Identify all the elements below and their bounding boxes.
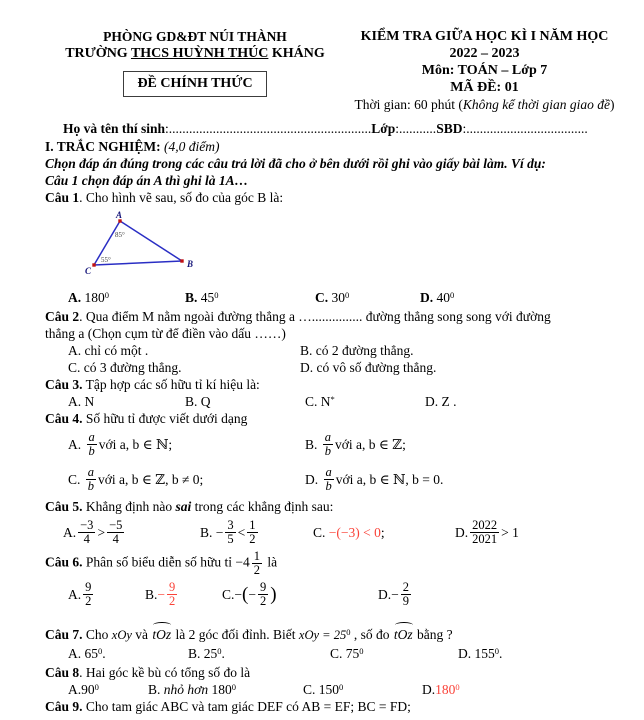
option-4c-suffix: với a, b ∈ ℤ, b ≠ 0; <box>98 472 204 488</box>
option-5a <box>63 515 200 550</box>
question-8-label: Câu 8 <box>45 665 80 681</box>
question-3-text: Tập hợp các số hữu tỉ kí hiệu là: <box>82 377 260 392</box>
question-1-options <box>45 289 624 306</box>
question-5-label: Câu 5. <box>45 498 83 514</box>
question-7-options <box>45 645 624 662</box>
option-1c <box>315 289 420 306</box>
fraction-numerator: 2 <box>402 580 409 594</box>
option-8a-sup: 0 <box>94 682 99 693</box>
fraction-numerator: a <box>324 430 332 444</box>
option-1d-letter: D. <box>420 290 434 305</box>
option-6c-letter: C. <box>222 587 235 603</box>
triangle-side-ab <box>120 221 182 261</box>
fraction-denominator: 2 <box>85 594 92 609</box>
option-4b-letter: B. <box>305 437 318 453</box>
option-1d-sup: 0 <box>450 290 455 300</box>
fraction-denominator: 5 <box>227 531 234 546</box>
question-4-label: Câu 4. <box>45 411 83 426</box>
angle-label-c: 55° <box>101 256 111 264</box>
option-8a <box>68 681 148 698</box>
option-4d <box>305 462 624 497</box>
question-5-text-pre: Khẳng định nào <box>82 498 176 514</box>
option-5d <box>455 515 624 550</box>
option-5b <box>200 515 313 550</box>
option-7b <box>188 645 330 662</box>
question-4-text: Số hữu tỉ được viết dưới dạng <box>82 411 248 426</box>
option-6d-minus: − <box>391 587 399 603</box>
question-7-t4: , số đo <box>350 627 393 643</box>
fraction-denominator: b <box>325 479 332 494</box>
exam-duration <box>345 96 624 113</box>
option-6a <box>68 577 145 612</box>
section-instruction-2: Câu 1 chọn đáp án A thì ghi là 1A… <box>45 173 249 188</box>
vertex-label-c: C <box>85 266 92 276</box>
question-2-label: Câu 2 <box>45 309 80 324</box>
option-7a <box>68 645 188 662</box>
option-2c: C. có 3 đường thẳng. <box>68 360 182 375</box>
question-2-text: . Qua điểm M nằm ngoài đường thẳng a …............... đường thẳng song song với đường <box>79 309 551 324</box>
fraction-denominator: 2 <box>259 594 267 609</box>
question-5 <box>45 498 624 515</box>
angle-toz-hat-1: tOz <box>151 624 172 645</box>
angle-label-a: 85° <box>115 231 125 239</box>
option-5c-suffix: ; <box>380 524 385 540</box>
option-4c-fraction <box>86 466 96 493</box>
fraction-numerator: −5 <box>109 517 123 532</box>
option-7c <box>330 645 458 662</box>
option-2d: D. có vô số đường thẳng. <box>300 360 437 375</box>
fraction-numerator: a <box>88 430 95 444</box>
class-blank: :........... <box>395 121 437 136</box>
option-7c-sup: 0 <box>359 646 364 657</box>
option-1c-sup: 0 <box>345 290 350 300</box>
option-5b-frac2 <box>247 519 257 546</box>
option-7a-suffix: . <box>102 646 106 662</box>
angle-xoy-equation-sup: 0 <box>346 627 351 638</box>
option-8b-sup: 0 <box>231 682 236 693</box>
option-2a: A. chỉ có một . <box>68 343 149 358</box>
option-7a-text: A. 65 <box>68 646 98 662</box>
fraction-denominator: 4 <box>107 532 124 546</box>
fraction-numerator: 9 <box>169 580 176 594</box>
fraction-denominator: 4 <box>78 532 95 546</box>
question-7-t2: và <box>131 627 152 643</box>
option-1a <box>68 289 185 306</box>
option-7a-sup: 0 <box>98 646 103 657</box>
question-6 <box>45 550 624 577</box>
option-5d-letter: D. <box>455 524 469 540</box>
option-8b-letter: B. <box>148 682 164 698</box>
option-3c-text: C. N <box>305 394 331 409</box>
exam-subject: Môn: TOÁN – Lớp 7 <box>421 63 548 78</box>
question-3 <box>45 376 624 393</box>
header-left-column <box>45 28 345 113</box>
option-6b-letter: B. <box>145 587 158 603</box>
option-4d-suffix: với a, b ∈ ℕ, b = 0. <box>335 472 444 488</box>
option-8c <box>303 681 422 698</box>
duration-note: Không kể thời gian giao đề <box>462 97 610 112</box>
option-3c-star: * <box>330 394 335 404</box>
fraction-denominator: b <box>87 479 95 494</box>
option-7b-sup: 0 <box>217 646 222 657</box>
question-8-options <box>45 681 624 698</box>
option-6c-close-paren: ) <box>270 584 277 606</box>
option-6b-fraction <box>167 581 177 608</box>
fraction-denominator: 2 <box>253 562 260 577</box>
school-name-prefix: TRƯỜNG <box>65 46 131 61</box>
question-6-text-pre: Phân số biểu diễn số hữu tỉ −4 <box>82 554 250 570</box>
department-name: PHÒNG GD&ĐT NÚI THÀNH <box>103 29 287 44</box>
option-4a-fraction <box>87 431 97 458</box>
vertex-dot-c <box>92 263 95 266</box>
question-9-text: Cho tam giác ABC và tam giác DEF có AB = EF; BC = FD; <box>82 699 411 715</box>
option-5c-letter: C. <box>313 524 326 540</box>
option-8c-sup: 0 <box>339 682 344 693</box>
question-8 <box>45 664 624 681</box>
student-name-blank: :............................................................ <box>165 121 372 136</box>
fraction-numerator: 9 <box>85 580 92 594</box>
question-8-text: . Hai góc kề bù có tổng số đo là <box>79 665 251 681</box>
question-9-label: Câu 9. <box>45 699 83 715</box>
option-7d-suffix: . <box>499 646 503 662</box>
section-title: I. TRẮC NGHIỆM: <box>45 139 161 154</box>
option-5a-letter: A. <box>63 524 77 540</box>
option-6a-letter: A. <box>68 587 82 603</box>
option-1d <box>420 289 624 306</box>
option-5d-fraction <box>470 519 499 546</box>
question-4 <box>45 410 624 427</box>
option-7b-text: B. 25 <box>188 646 218 662</box>
vertex-label-b: B <box>187 259 194 269</box>
question-2-text-line2: thẳng a (Chọn cụm từ để điền vào dấu ……) <box>45 326 286 341</box>
option-4a-suffix: với a, b ∈ ℕ; <box>98 437 173 453</box>
question-2 <box>45 308 624 325</box>
question-6-options <box>45 577 624 612</box>
fraction-numerator: 3 <box>227 517 234 532</box>
option-6d-fraction <box>401 581 411 608</box>
option-6c-fraction <box>258 581 268 608</box>
option-6d <box>378 577 624 612</box>
question-6-label: Câu 6. <box>45 554 83 570</box>
option-8b <box>148 681 303 698</box>
option-8a-text: A.90 <box>68 682 95 698</box>
option-6d-letter: D. <box>378 587 392 603</box>
option-6c-minus: − <box>234 587 243 603</box>
option-1a-letter: A. <box>68 290 82 305</box>
question-1-text: . Cho hình vẽ sau, số đo của góc B là: <box>79 190 284 205</box>
question-3-options <box>45 393 624 410</box>
option-1b <box>185 289 315 306</box>
option-5a-frac2 <box>107 519 124 546</box>
fraction-numerator: 9 <box>259 580 267 594</box>
option-6b <box>145 577 222 612</box>
option-5b-frac1 <box>225 519 235 546</box>
option-5b-minus: − <box>215 524 224 540</box>
question-7-t1: Cho <box>82 627 112 643</box>
option-5a-op: > <box>97 524 106 540</box>
option-4a-letter: A. <box>68 437 82 453</box>
school-name-underlined: THCS HUỲNH THÚC <box>130 46 269 61</box>
option-8d-letter: D. <box>422 682 436 698</box>
question-7-t3: là 2 góc đối đỉnh. Biết <box>172 627 299 643</box>
option-1b-sup: 0 <box>214 290 219 300</box>
sbd-blank: :.................................... <box>462 121 588 136</box>
section-heading <box>45 138 624 155</box>
option-5c <box>313 515 455 550</box>
question-7-t5: bằng ? <box>413 627 453 643</box>
option-3c <box>305 393 425 410</box>
question-5-sai-emphasis: sai <box>175 498 192 514</box>
question-1-figure <box>60 209 624 279</box>
duration-prefix: Thời gian: 60 phút ( <box>354 97 463 112</box>
question-7 <box>45 624 624 645</box>
question-5-text-post: trong các khẳng định sau: <box>191 498 334 514</box>
option-6c-open-paren: ( <box>242 584 249 606</box>
exam-title: KIỂM TRA GIỮA HỌC KÌ I NĂM HỌC 2022 – 2023 <box>360 29 609 61</box>
fraction-denominator: b <box>324 444 332 459</box>
option-4b-fraction <box>323 431 333 458</box>
option-7b-suffix: . <box>221 646 225 662</box>
official-exam-stamp: ĐỀ CHÍNH THỨC <box>123 71 266 97</box>
option-5b-letter: B. <box>200 524 213 540</box>
exam-header <box>45 28 624 113</box>
question-4-options <box>45 427 624 498</box>
option-5a-frac1 <box>78 519 95 546</box>
vertex-label-a: A <box>116 210 123 220</box>
option-7d <box>458 645 624 662</box>
question-2-options <box>45 342 624 376</box>
header-right-column <box>345 28 624 113</box>
angle-xoy-equation: xOy = 25 <box>298 628 347 643</box>
school-name-suffix: KHÁNG <box>268 46 325 61</box>
question-7-label: Câu 7. <box>45 627 83 643</box>
question-6-mixed-fraction <box>252 550 262 577</box>
fraction-numerator: a <box>87 465 95 480</box>
option-1b-value: 45 <box>197 290 215 305</box>
duration-suffix: ) <box>609 97 615 112</box>
question-5-options <box>45 515 624 550</box>
fraction-denominator: 2021 <box>472 531 498 546</box>
option-8c-text: C. 150 <box>303 682 340 698</box>
fraction-denominator: 2 <box>169 594 176 609</box>
question-3-label: Câu 3. <box>45 377 83 392</box>
option-6c-inner-minus: − <box>248 587 256 603</box>
option-4b <box>305 427 624 462</box>
option-5b-op: < <box>237 524 246 540</box>
option-6a-fraction <box>83 581 93 608</box>
option-8b-italic: nhỏ hơn <box>163 682 209 698</box>
student-info-line <box>45 120 624 138</box>
option-1a-value: 180 <box>81 290 105 305</box>
question-1 <box>45 189 624 206</box>
fraction-numerator: −3 <box>80 517 94 532</box>
class-label: Lớp <box>371 121 396 136</box>
option-6c <box>222 577 378 612</box>
section-points: (4,0 điểm) <box>160 139 220 154</box>
option-4a <box>68 427 305 462</box>
student-name-label: Họ và tên thí sinh <box>63 121 166 136</box>
option-5d-suffix: > 1 <box>501 524 519 540</box>
option-1d-value: 40 <box>433 290 450 305</box>
option-8d-value: 180 <box>435 682 456 698</box>
option-3b: B. Q <box>185 394 211 409</box>
question-6-text-post: là <box>263 554 278 570</box>
fraction-denominator: 9 <box>402 594 409 609</box>
school-name <box>45 45 345 62</box>
fraction-numerator: 2022 <box>472 517 498 532</box>
triangle-figure <box>60 209 220 279</box>
option-4d-fraction <box>324 466 334 493</box>
angle-xoy: xOy <box>111 628 132 643</box>
fraction-numerator: a <box>325 465 332 480</box>
option-4c-letter: C. <box>68 472 81 488</box>
option-5c-statement: −(−3) < 0 <box>328 524 381 540</box>
option-8b-value: 180 <box>208 682 232 698</box>
option-8d <box>422 681 624 698</box>
option-4d-letter: D. <box>305 472 319 488</box>
option-3a: A. N <box>68 394 95 409</box>
question-9 <box>45 698 624 715</box>
option-8d-sup: 0 <box>455 682 460 693</box>
option-2b: B. có 2 đường thẳng. <box>300 343 414 358</box>
fraction-numerator: 1 <box>249 517 256 532</box>
sbd-label: SBD <box>436 121 463 136</box>
exam-code: MÃ ĐỀ: 01 <box>450 80 519 95</box>
option-4c <box>68 462 305 497</box>
angle-toz-hat-2: tOz <box>393 624 414 645</box>
option-6b-minus: − <box>157 587 166 603</box>
vertex-dot-b <box>180 259 183 262</box>
option-1b-letter: B. <box>185 290 198 305</box>
option-4b-suffix: với a, b ∈ ℤ; <box>335 437 406 453</box>
fraction-denominator: 2 <box>249 531 256 546</box>
option-7d-sup: 0 <box>494 646 499 657</box>
fraction-numerator: 1 <box>253 548 260 563</box>
option-1c-value: 30 <box>328 290 345 305</box>
fraction-denominator: b <box>88 444 95 459</box>
question-1-label: Câu 1 <box>45 190 80 205</box>
option-1c-letter: C. <box>315 290 329 305</box>
option-1a-sup: 0 <box>104 290 109 300</box>
section-instruction-1: Chọn đáp án đúng trong các câu trả lời đã cho ở bên dưới rồi ghi vào giấy bài làm. Ví dụ: <box>45 156 546 171</box>
option-3d: D. Z . <box>425 394 457 409</box>
option-7c-text: C. 75 <box>330 646 360 662</box>
option-7d-text: D. 155 <box>458 646 495 662</box>
